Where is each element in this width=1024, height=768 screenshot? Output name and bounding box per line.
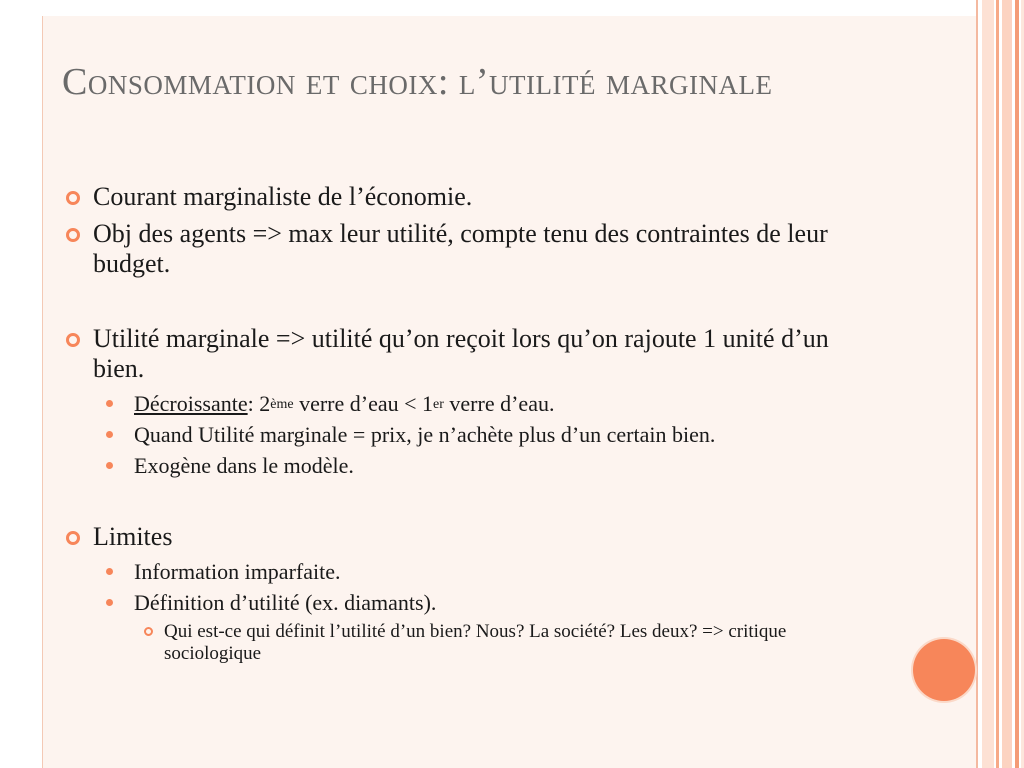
- stripe: [1002, 0, 1012, 768]
- underlined-term: Décroissante: [134, 391, 248, 416]
- bullet-item: [64, 182, 864, 212]
- bullet-text: Utilité marginale => utilité qu’on reçoit lors qu’on rajoute 1 unité d’un bien.: [93, 324, 829, 383]
- slide-title: Consommation et choix: l’utilité marginale: [62, 61, 773, 103]
- sub-bullet-text: Information imparfaite.: [134, 559, 341, 584]
- bullet-item: [64, 324, 864, 384]
- stripe: [996, 0, 999, 768]
- dot-bullet-icon: [106, 462, 113, 469]
- sub-bullet-item: [64, 590, 864, 615]
- stripe: [1015, 0, 1019, 768]
- sub-bullet-text: :: [247, 391, 254, 416]
- dot-bullet-icon: [106, 599, 113, 606]
- sub-bullet-item: [64, 422, 864, 447]
- slide-body: [64, 182, 864, 665]
- spacer: [64, 286, 864, 324]
- ring-bullet-icon: [66, 191, 80, 205]
- dot-bullet-icon: [106, 431, 113, 438]
- superscript: er: [433, 397, 444, 412]
- sub-sub-bullet-text: Qui est-ce qui définit l’utilité d’un bien? Nous? La société? Les deux? => critique sociologique: [164, 621, 787, 664]
- ring-bullet-icon: [66, 531, 80, 545]
- sub-bullet-text: 2: [253, 391, 271, 416]
- sub-bullet-text: verre d’eau.: [443, 391, 555, 416]
- sub-bullet-text: verre d’eau < 1: [293, 391, 434, 416]
- ring-bullet-icon: [66, 228, 80, 242]
- dot-bullet-icon: [106, 400, 113, 407]
- sub-bullet-text: Exogène dans le modèle.: [134, 453, 354, 478]
- bullet-item: [64, 522, 864, 552]
- stripe: [976, 0, 978, 768]
- spacer: [64, 484, 864, 522]
- sub-bullet-item: [64, 559, 864, 584]
- sub-bullet-item: [64, 391, 864, 416]
- sub-sub-bullet-item: [64, 621, 864, 665]
- stripe: [982, 0, 994, 768]
- ring-bullet-icon: [66, 333, 80, 347]
- sub-bullet-text: Quand Utilité marginale = prix, je n’achète plus d’un certain bien.: [134, 422, 716, 447]
- bullet-item: [64, 219, 864, 279]
- decorative-stripes: [976, 0, 1024, 768]
- superscript: ème: [270, 397, 294, 412]
- dot-bullet-icon: [106, 568, 113, 575]
- bullet-text: Limites: [93, 522, 173, 551]
- bullet-text: Courant marginaliste de l’économie.: [93, 182, 473, 211]
- ring-bullet-icon: [144, 627, 153, 636]
- bullet-text: Obj des agents => max leur utilité, compte tenu des contraintes de leur budget.: [93, 219, 828, 278]
- sub-bullet-item: [64, 453, 864, 478]
- sub-bullet-text: Définition d’utilité (ex. diamants).: [134, 590, 437, 615]
- decorative-circle: [913, 639, 975, 701]
